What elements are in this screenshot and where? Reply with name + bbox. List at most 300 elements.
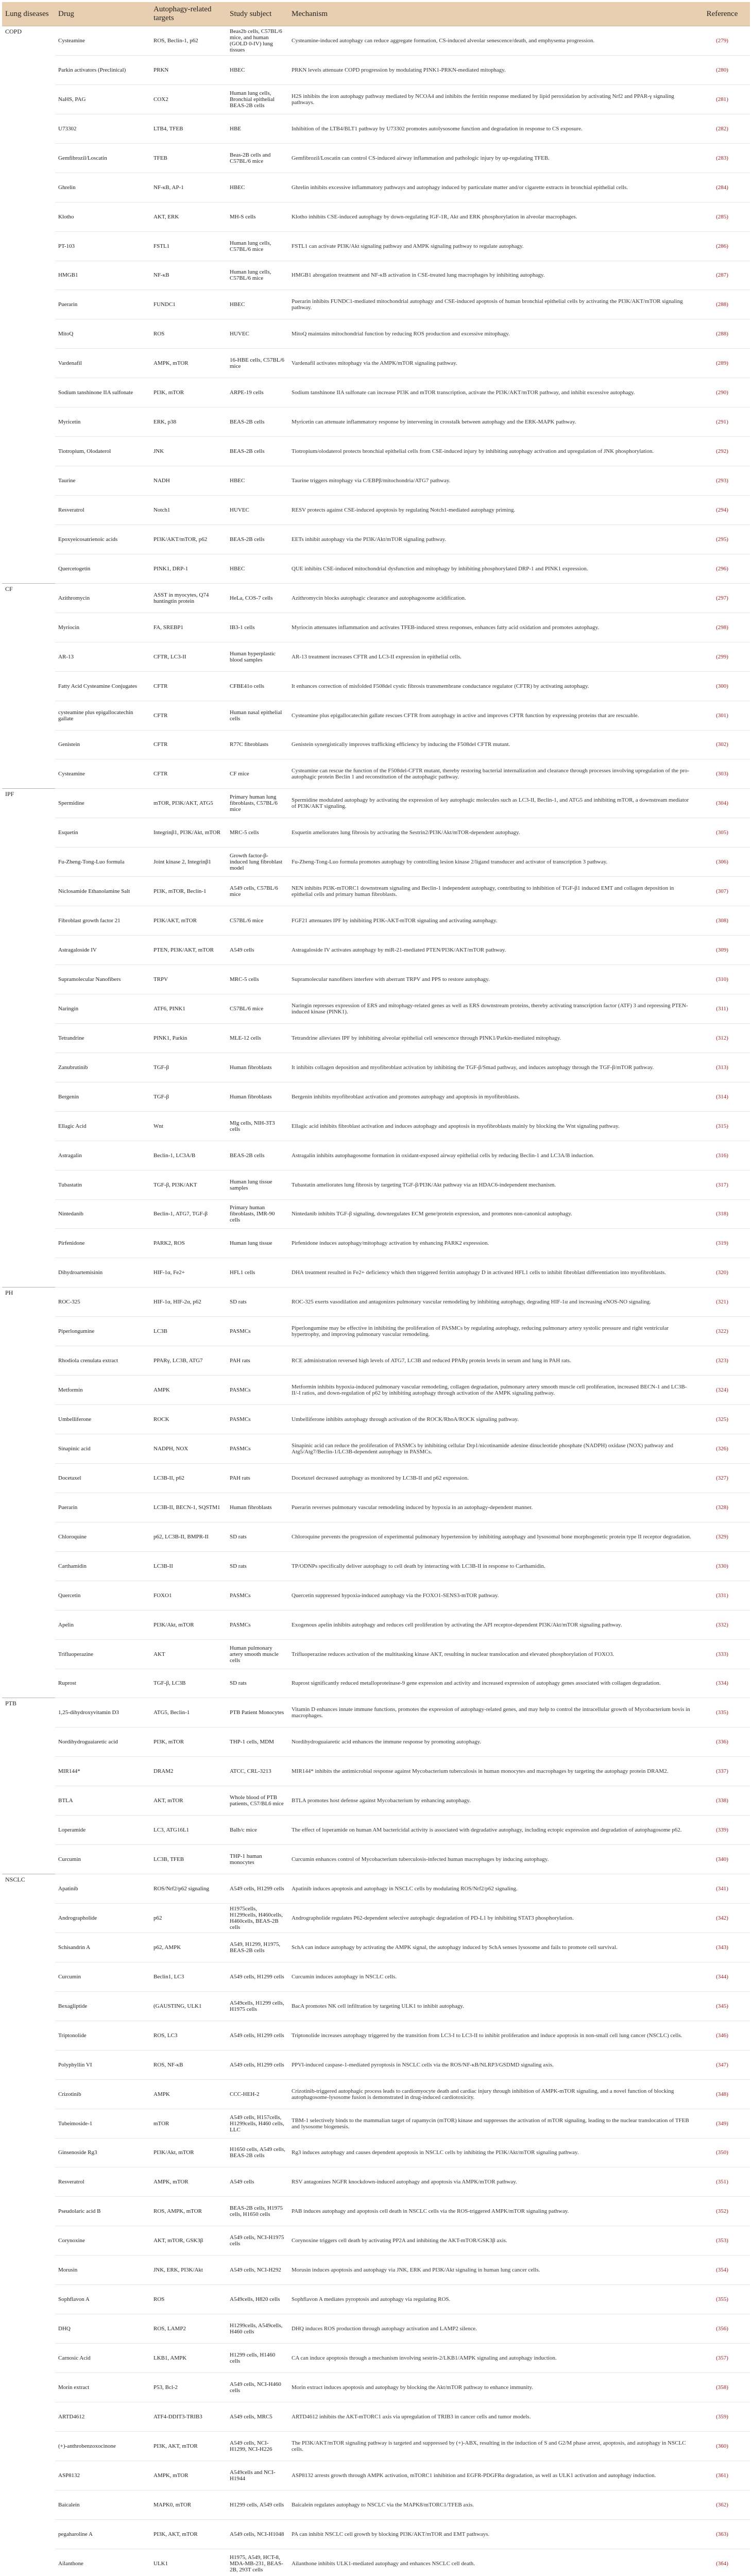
target-cell: FOXO1 bbox=[150, 1581, 227, 1610]
reference-cell: (301) bbox=[694, 701, 750, 730]
target-cell: NADPH, NOX bbox=[150, 1434, 227, 1464]
table-row bbox=[2, 1727, 750, 1757]
mechanism-cell: Chloroquine prevents the progression of experimental pulmonary hypertension by inhibiting autophagy and lysosomal bone morphogenetic protein type II receptor degradation. bbox=[288, 1522, 694, 1551]
target-cell: PI3K/Akt, mTOR bbox=[150, 2138, 227, 2167]
mechanism-cell: Puerarin reverses pulmonary vascular remodeling induced by hypoxia in an autophagy-dependent manner. bbox=[288, 1493, 694, 1522]
table-row bbox=[2, 1082, 750, 1111]
mechanism-cell: Apatinib induces apoptosis and autophagy in NSCLC cells by modulating ROS/Nrf2/p62 signaling. bbox=[288, 1874, 694, 1904]
table-row bbox=[2, 2461, 750, 2490]
mechanism-cell: Quercetin suppressed hypoxia-induced autophagy via the FOXO1-SENS3-mTOR pathway. bbox=[288, 1581, 694, 1610]
mechanism-cell: It inhibits collagen deposition and myofibroblast activation by inhibiting the TGF-β/Smad pathway, and induces autophagy through the TGF-β/mTOR pathway. bbox=[288, 1053, 694, 1082]
mechanism-cell: Ailanthone inhibits ULK1-mediated autophagy and enhances NSCLC cell death. bbox=[288, 2549, 694, 2576]
study-subject-cell: MRC-5 cells bbox=[227, 965, 288, 994]
study-subject-cell: A549 cells, H1299 cells bbox=[227, 2050, 288, 2079]
drug-cell: Sophflavon A bbox=[55, 2285, 150, 2314]
mechanism-cell: Myricetin can attenuate inflammatory response by intervening in crosstalk between autophagy and the ERK-MAPK pathway. bbox=[288, 408, 694, 437]
study-subject-cell: C57BL/6 mice bbox=[227, 994, 288, 1023]
table-row bbox=[2, 143, 750, 173]
mechanism-cell: Supramolecular nanofibers interfere with aberrant TRPV and PPS to restore autophagy. bbox=[288, 965, 694, 994]
reference-cell: (308) bbox=[694, 906, 750, 936]
reference-cell: (296) bbox=[694, 554, 750, 583]
table-row bbox=[2, 730, 750, 759]
study-subject-cell: 16-HBE cells, C57BL/6 mice bbox=[227, 349, 288, 378]
table-body bbox=[2, 26, 750, 2576]
target-cell: Joint kinase 2, Integrinβ1 bbox=[150, 848, 227, 877]
study-subject-cell: PASMCs bbox=[227, 1610, 288, 1639]
mechanism-cell: Morin extract induces apoptosis and autophagy by blocking the Akt/mTOR pathway to enhance immunity. bbox=[288, 2373, 694, 2402]
mechanism-cell: Sophflavon A mediates pyroptosis and autophagy via regulating ROS. bbox=[288, 2285, 694, 2314]
reference-cell: (319) bbox=[694, 1229, 750, 1258]
target-cell: AMPK, mTOR bbox=[150, 349, 227, 378]
study-subject-cell: BEAS-2B cells bbox=[227, 437, 288, 466]
mechanism-cell: Umbelliferone inhibits autophagy through activation of the ROCK/RhoA/ROCK signaling pathway. bbox=[288, 1405, 694, 1434]
mechanism-cell: Piperlongumine may be effective in inhibiting the proliferation of PASMCs by regulating autophagy, reducing pulmonary artery systolic pressure and right ventricular hypertrophy, and improving pulmonary vascular remodeling. bbox=[288, 1317, 694, 1346]
reference-cell: (338) bbox=[694, 1786, 750, 1816]
target-cell: PI3K/Akt, mTOR bbox=[150, 1610, 227, 1639]
reference-cell: (329) bbox=[694, 1522, 750, 1551]
table-row bbox=[2, 1229, 750, 1258]
table-row bbox=[2, 524, 750, 554]
reference-cell: (315) bbox=[694, 1111, 750, 1141]
mechanism-cell: CA can induce apoptosis through a mechanism involving sestrin-2/LKB1/AMPK signaling and autophagy induction. bbox=[288, 2344, 694, 2373]
study-subject-cell: BEAS-2B cells bbox=[227, 1141, 288, 1170]
reference-cell: (317) bbox=[694, 1170, 750, 1199]
header-mechanism: Mechanism bbox=[288, 2, 694, 26]
mechanism-cell: Cysteamine can rescue the function of the F508del-CFTR mutant, thereby restoring bacterial internalization and clearance through processes involving upregulation of the pro-autophagic protein Beclin 1 and reconstitution of the autophagic pathway. bbox=[288, 759, 694, 789]
drug-cell: HMGB1 bbox=[55, 261, 150, 290]
study-subject-cell: HUVEC bbox=[227, 496, 288, 525]
reference-cell: (353) bbox=[694, 2226, 750, 2256]
drug-cell: Naringin bbox=[55, 994, 150, 1023]
drug-cell: Dihydroartemisinin bbox=[55, 1258, 150, 1287]
mechanism-cell: PA can inhibit NSCLC cell growth by blocking PI3K/AKT/mTOR and EMT pathways. bbox=[288, 2519, 694, 2549]
table-row bbox=[2, 2402, 750, 2431]
table-row bbox=[2, 2079, 750, 2109]
study-subject-cell: R77C fibroblasts bbox=[227, 730, 288, 759]
table-row bbox=[2, 378, 750, 408]
reference-cell: (340) bbox=[694, 1845, 750, 1874]
target-cell: CFTR bbox=[150, 759, 227, 789]
mechanism-cell: Myriocin attenuates inflammation and activates TFEB-induced stress responses, enhances fatty acid oxidation and promotes autophagy. bbox=[288, 613, 694, 642]
drug-cell: Astragaloside IV bbox=[55, 936, 150, 965]
table-row bbox=[2, 1376, 750, 1405]
target-cell: CFTR bbox=[150, 671, 227, 701]
table-row bbox=[2, 818, 750, 848]
study-subject-cell: HBEC bbox=[227, 55, 288, 84]
reference-cell: (326) bbox=[694, 1434, 750, 1464]
mechanism-cell: Crizotinib-triggered autophagic process leads to cardiomyocyte death and cardiac injury through inhibition of AMPK-mTOR signaling, and a novel function of blocking autophagosome-lysosome fusion is demonstrated in drug-induced cardiotoxicity. bbox=[288, 2079, 694, 2109]
study-subject-cell: HBEC bbox=[227, 554, 288, 583]
study-subject-cell: HBE bbox=[227, 114, 288, 143]
target-cell: ROS, AMPK, mTOR bbox=[150, 2197, 227, 2226]
drug-cell: cysteamine plus epigallocatechin gallate bbox=[55, 701, 150, 730]
table-row bbox=[2, 349, 750, 378]
table-row bbox=[2, 1141, 750, 1170]
disease-cell: IPF bbox=[2, 789, 55, 1287]
mechanism-cell: PAB induces autophagy and apoptosis cell death in NSCLC cells via the ROS-triggered AMPK/mTOR signaling pathway. bbox=[288, 2197, 694, 2226]
table-row bbox=[2, 994, 750, 1023]
drug-cell: Andrographolide bbox=[55, 1904, 150, 1933]
reference-cell: (359) bbox=[694, 2402, 750, 2431]
table-row bbox=[2, 261, 750, 290]
table-row bbox=[2, 1874, 750, 1904]
reference-cell: (356) bbox=[694, 2314, 750, 2344]
reference-cell: (350) bbox=[694, 2138, 750, 2167]
reference-cell: (344) bbox=[694, 1962, 750, 1991]
mechanism-cell: The effect of loperamide on human AM bactericidal activity is associated with degradative autophagy, including ectopic expression and degradation of autophagosome p62. bbox=[288, 1816, 694, 1845]
study-subject-cell: A549 cells, H1299 cells bbox=[227, 2021, 288, 2050]
reference-cell: (357) bbox=[694, 2344, 750, 2373]
reference-cell: (364) bbox=[694, 2549, 750, 2576]
study-subject-cell: Human lung cells, C57BL/6 mice bbox=[227, 231, 288, 261]
table-row bbox=[2, 965, 750, 994]
reference-cell: (303) bbox=[694, 759, 750, 789]
drug-cell: Spermidine bbox=[55, 789, 150, 818]
target-cell: PI3K, mTOR, Beclin-1 bbox=[150, 877, 227, 906]
target-cell: ATF4-DDIT3-TRIB3 bbox=[150, 2402, 227, 2431]
study-subject-cell: Human lung tissue bbox=[227, 1229, 288, 1258]
table-row bbox=[2, 2519, 750, 2549]
table-row bbox=[2, 2138, 750, 2167]
table-row bbox=[2, 1581, 750, 1610]
drug-cell: Quercetogetin bbox=[55, 554, 150, 583]
table-row bbox=[2, 202, 750, 231]
table-row bbox=[2, 2344, 750, 2373]
drug-cell: Curcumin bbox=[55, 1845, 150, 1874]
reference-cell: (355) bbox=[694, 2285, 750, 2314]
drug-cell: Cysteamine bbox=[55, 759, 150, 789]
target-cell: mTOR bbox=[150, 2109, 227, 2138]
study-subject-cell: A549 cells, H157cells, H1299cells, H460 cells, LLC bbox=[227, 2109, 288, 2138]
reference-cell: (324) bbox=[694, 1376, 750, 1405]
table-row bbox=[2, 496, 750, 525]
mechanism-cell: Andrographolide regulates P62-dependent selective autophagic degradation of PD-L1 by inhibiting STAT3 phosphorylation. bbox=[288, 1904, 694, 1933]
study-subject-cell: Growth factor-β-induced lung fibroblast model bbox=[227, 848, 288, 877]
study-subject-cell: A549cells, H820 cells bbox=[227, 2285, 288, 2314]
target-cell: CFTR bbox=[150, 701, 227, 730]
table-row bbox=[2, 2167, 750, 2197]
mechanism-cell: QUE inhibits CSE-induced mitochondrial dysfunction and mitophagy by inhibiting phosphorylated DRP-1 and PINK1 expression. bbox=[288, 554, 694, 583]
reference-cell: (354) bbox=[694, 2256, 750, 2285]
table-row bbox=[2, 114, 750, 143]
drug-cell: U73302 bbox=[55, 114, 150, 143]
disease-cell: NSCLC bbox=[2, 1874, 55, 2576]
target-cell: Notch1 bbox=[150, 496, 227, 525]
table-row bbox=[2, 2109, 750, 2138]
drug-cell: Supramolecular Nanofibers bbox=[55, 965, 150, 994]
table-row bbox=[2, 1991, 750, 2021]
mechanism-cell: TBM-1 selectively binds to the mammalian target of rapamycin (mTOR) kinase and suppresses the activation of mTOR signaling, leading to the nuclear translocation of TFEB and lysosome biogenesis. bbox=[288, 2109, 694, 2138]
reference-cell: (363) bbox=[694, 2519, 750, 2549]
target-cell: p62, AMPK bbox=[150, 1933, 227, 1962]
reference-cell: (290) bbox=[694, 378, 750, 408]
reference-cell: (292) bbox=[694, 437, 750, 466]
study-subject-cell: Primary human fibroblasts, IMR-90 cells bbox=[227, 1199, 288, 1229]
drug-cell: Ailanthone bbox=[55, 2549, 150, 2576]
drug-cell: Resveratrol bbox=[55, 496, 150, 525]
disease-cell: PTB bbox=[2, 1698, 55, 1874]
target-cell: Wnt bbox=[150, 1111, 227, 1141]
reference-cell: (325) bbox=[694, 1405, 750, 1434]
header-reference: Reference bbox=[694, 2, 750, 26]
drug-cell: Docetaxel bbox=[55, 1463, 150, 1493]
drug-cell: Esquetin bbox=[55, 818, 150, 848]
target-cell: NF-κB, AP-1 bbox=[150, 173, 227, 202]
drug-cell: Vardenafil bbox=[55, 349, 150, 378]
table-row bbox=[2, 1317, 750, 1346]
table-row bbox=[2, 26, 750, 56]
drug-cell: Umbelliferone bbox=[55, 1405, 150, 1434]
drug-cell: Triptonolide bbox=[55, 2021, 150, 2050]
study-subject-cell: Human nasal epithelial cells bbox=[227, 701, 288, 730]
study-subject-cell: CFBE41o cells bbox=[227, 671, 288, 701]
study-subject-cell: H1975, A549, HCT-8, MDA-MB-231, BEAS-2B, 293T cells bbox=[227, 2549, 288, 2576]
reference-cell: (323) bbox=[694, 1346, 750, 1376]
reference-cell: (306) bbox=[694, 848, 750, 877]
study-subject-cell: PTB Patient Monocytes bbox=[227, 1698, 288, 1727]
reference-cell: (351) bbox=[694, 2167, 750, 2197]
reference-cell: (334) bbox=[694, 1669, 750, 1698]
drug-cell: DHQ bbox=[55, 2314, 150, 2344]
table-row bbox=[2, 1405, 750, 1434]
target-cell: LC3B-II, p62 bbox=[150, 1463, 227, 1493]
reference-cell: (316) bbox=[694, 1141, 750, 1170]
header-autophagy-targets: Autophagy-related targets bbox=[150, 2, 227, 26]
target-cell: ASST in myocytes, Q74 huntingtin protein bbox=[150, 583, 227, 613]
mechanism-cell: Metformin inhibits hypoxia-induced pulmonary vascular remodeling, collagen degradation, pulmonary artery smooth muscle cell proliferation, increased BECN-1 and LC3B-II/-I ratios, and down-regulation of p62 by inhibiting autophagy through activation of the AMPK signaling pathway. bbox=[288, 1376, 694, 1405]
study-subject-cell: ATCC, CRL-3213 bbox=[227, 1757, 288, 1786]
mechanism-cell: DHA treatment resulted in Fe2+ deficiency which then triggered ferritin autophagy D in activated HFL1 cells to inhibit fibroblast differentiation into myofibroblasts. bbox=[288, 1258, 694, 1287]
target-cell: FA, SREBP1 bbox=[150, 613, 227, 642]
reference-cell: (349) bbox=[694, 2109, 750, 2138]
table-row bbox=[2, 906, 750, 936]
mechanism-cell: FSTL1 can activate PI3K/Akt signaling pathway and AMPK signaling pathway to regulate autophagy. bbox=[288, 231, 694, 261]
mechanism-cell: PRKN levels attenuate COPD progression by modulating PINK1-PRKN-mediated mitophagy. bbox=[288, 55, 694, 84]
mechanism-cell: FGF21 attenuates IPF by inhibiting PI3K-AKT-mTOR signaling and activating autophagy. bbox=[288, 906, 694, 936]
target-cell: AKT, ERK bbox=[150, 202, 227, 231]
mechanism-cell: BacA promotes NK cell infiltration by targeting ULK1 to inhibit autophagy. bbox=[288, 1991, 694, 2021]
study-subject-cell: Human hyperplastic blood samples bbox=[227, 642, 288, 671]
mechanism-cell: AR-13 treatment increases CFTR and LC3-II expression in epithelial cells. bbox=[288, 642, 694, 671]
reference-cell: (335) bbox=[694, 1698, 750, 1727]
target-cell: ROS bbox=[150, 319, 227, 349]
study-subject-cell: A549 cells, H1299 cells bbox=[227, 1962, 288, 1991]
study-subject-cell: Human lung cells, Bronchial epithelial BEAS-2B cells bbox=[227, 84, 288, 114]
drug-cell: Nintedanib bbox=[55, 1199, 150, 1229]
mechanism-cell: Gemfibrozil/Loscatin can control CS-induced airway inflammation and pathologic injury by up-regulating TFEB. bbox=[288, 143, 694, 173]
reference-cell: (305) bbox=[694, 818, 750, 848]
drug-cell: ARTD4612 bbox=[55, 2402, 150, 2431]
reference-cell: (297) bbox=[694, 583, 750, 613]
reference-cell: (293) bbox=[694, 466, 750, 496]
table-row bbox=[2, 1639, 750, 1669]
mechanism-cell: MIR144* inhibits the antimicrobial response against Mycobacterium tuberculosis in human monocytes and macrophages by targeting the autophagy protein DRAM2. bbox=[288, 1757, 694, 1786]
target-cell: FSTL1 bbox=[150, 231, 227, 261]
study-subject-cell: A549 cells, NCI-H1048 bbox=[227, 2519, 288, 2549]
target-cell: AKT, mTOR, GSK3β bbox=[150, 2226, 227, 2256]
drug-cell: Trifluoperazine bbox=[55, 1639, 150, 1669]
drug-cell: Bexagliptide bbox=[55, 1991, 150, 2021]
reference-cell: (299) bbox=[694, 642, 750, 671]
reference-cell: (286) bbox=[694, 231, 750, 261]
drug-cell: Ghrelin bbox=[55, 173, 150, 202]
mechanism-cell: Nordihydroguaiaretic acid enhances the immune response by promoting autophagy. bbox=[288, 1727, 694, 1757]
target-cell: TFEB bbox=[150, 143, 227, 173]
table-row bbox=[2, 84, 750, 114]
reference-cell: (289) bbox=[694, 349, 750, 378]
drug-cell: Cysteamine bbox=[55, 26, 150, 56]
reference-cell: (280) bbox=[694, 55, 750, 84]
target-cell: JNK bbox=[150, 437, 227, 466]
table-row bbox=[2, 1962, 750, 1991]
study-subject-cell: A549cells and NCI-H1944 bbox=[227, 2461, 288, 2490]
target-cell: LKB1, AMPK bbox=[150, 2344, 227, 2373]
mechanism-cell: ROC-325 exerts vasodilation and antagonizes pulmonary vascular remodeling by inhibiting autophagy, degrading HIF-1α and increasing eNOS-NO signaling. bbox=[288, 1287, 694, 1317]
reference-cell: (352) bbox=[694, 2197, 750, 2226]
reference-cell: (279) bbox=[694, 26, 750, 56]
reference-cell: (282) bbox=[694, 114, 750, 143]
drug-cell: Ruprost bbox=[55, 1669, 150, 1698]
drug-cell: Sodium tanshinone IIA sulfonate bbox=[55, 378, 150, 408]
target-cell: PI3K, mTOR bbox=[150, 378, 227, 408]
drug-cell: Tubastatin bbox=[55, 1170, 150, 1199]
drug-cell: (+)-anthrobenzoxocinone bbox=[55, 2431, 150, 2461]
mechanism-cell: Inhibition of the LTB4/BLT1 pathway by U73302 promotes autolysosome function and degradation in response to CS exposure. bbox=[288, 114, 694, 143]
mechanism-cell: Astragaloside IV activates autophagy by miR-21-mediated PTEN/PI3K/AKT/mTOR pathway. bbox=[288, 936, 694, 965]
drug-cell: Ginsenoside Rg3 bbox=[55, 2138, 150, 2167]
table-row bbox=[2, 671, 750, 701]
table-row bbox=[2, 1669, 750, 1698]
target-cell: Beclin1, LC3 bbox=[150, 1962, 227, 1991]
study-subject-cell: H1299 cells, A549 cells bbox=[227, 2490, 288, 2519]
study-subject-cell: MLE-12 cells bbox=[227, 1023, 288, 1053]
target-cell: mTOR, PI3K/AKT, ATG5 bbox=[150, 789, 227, 818]
mechanism-cell: Tubastatin ameliorates lung fibrosis by targeting TGF-β/PI3K/Akt pathway via an HDAC6-independent mechanism. bbox=[288, 1170, 694, 1199]
table-row bbox=[2, 231, 750, 261]
reference-cell: (360) bbox=[694, 2431, 750, 2461]
target-cell: HIF-1α, HIF-2α, p62 bbox=[150, 1287, 227, 1317]
target-cell: AKT bbox=[150, 1639, 227, 1669]
table-row bbox=[2, 2285, 750, 2314]
table-row bbox=[2, 2197, 750, 2226]
study-subject-cell: A549 cells bbox=[227, 936, 288, 965]
study-subject-cell: Balb/c mice bbox=[227, 1816, 288, 1845]
study-subject-cell: BEAS-2B cells bbox=[227, 524, 288, 554]
target-cell: ROCK bbox=[150, 1405, 227, 1434]
mechanism-cell: NEN inhibits PI3K-mTORC1 downstream signaling and Beclin-1 independent autophagy, contributing to inhibition of TGF-β1 induced EMT and collagen deposition in epithelial cells and primary human fibroblasts. bbox=[288, 877, 694, 906]
mechanism-cell: Tiotropium/olodaterol protects bronchial epithelial cells from CSE-induced injury by inhibiting autophagy activation and upregulation of JNK phosphorylation. bbox=[288, 437, 694, 466]
reference-cell: (346) bbox=[694, 2021, 750, 2050]
drug-cell: Fu-Zheng-Tong-Luo formula bbox=[55, 848, 150, 877]
drug-cell: Ellagic Acid bbox=[55, 1111, 150, 1141]
drug-cell: ROC-325 bbox=[55, 1287, 150, 1317]
drug-cell: Pirfenidone bbox=[55, 1229, 150, 1258]
drug-cell: Parkin activators (Preclinical) bbox=[55, 55, 150, 84]
study-subject-cell: SD rats bbox=[227, 1551, 288, 1581]
drug-cell: Myricetin bbox=[55, 408, 150, 437]
drug-cell: Corynoxine bbox=[55, 2226, 150, 2256]
drug-cell: Fibroblast growth factor 21 bbox=[55, 906, 150, 936]
table-row bbox=[2, 2373, 750, 2402]
drug-cell: Carthamidin bbox=[55, 1551, 150, 1581]
mechanism-cell: Azithromycin blocks autophagic clearance and autophagosome acidification. bbox=[288, 583, 694, 613]
study-subject-cell: A549cells, H1299 cells, H1975 cells bbox=[227, 1991, 288, 2021]
drug-cell: Schisandrin A bbox=[55, 1933, 150, 1962]
mechanism-cell: TP/ODNPs specifically deliver autophagy to cell death by interacting with LC3B-II in response to Carthamidin. bbox=[288, 1551, 694, 1581]
study-subject-cell: H1299cells, A549cells, H460 cells bbox=[227, 2314, 288, 2344]
target-cell: ROS, LC3 bbox=[150, 2021, 227, 2050]
study-subject-cell: Human fibroblasts bbox=[227, 1053, 288, 1082]
study-subject-cell: MRC-5 cells bbox=[227, 818, 288, 848]
study-subject-cell: Primary human lung fibroblasts, C57BL/6 mice bbox=[227, 789, 288, 818]
study-subject-cell: HUVEC bbox=[227, 319, 288, 349]
target-cell: JNK, ERK, PI3K/Akt bbox=[150, 2256, 227, 2285]
study-subject-cell: THP-1 human monocytes bbox=[227, 1845, 288, 1874]
reference-cell: (313) bbox=[694, 1053, 750, 1082]
study-subject-cell: MH-S cells bbox=[227, 202, 288, 231]
mechanism-cell: Genistein synergistically improves trafficking efficiency by inducing the F508del CFTR mutant. bbox=[288, 730, 694, 759]
table-row bbox=[2, 936, 750, 965]
mechanism-cell: Naringin represses expression of ERS and mitophagy-related genes as well as ERS downstream proteins, thereby activating transcription factor (ATF) 3 and repressing PTEN-induced kinase (PINK1). bbox=[288, 994, 694, 1023]
table-row bbox=[2, 1522, 750, 1551]
drug-cell: Morin extract bbox=[55, 2373, 150, 2402]
reference-cell: (348) bbox=[694, 2079, 750, 2109]
drug-cell: Myriocin bbox=[55, 613, 150, 642]
mechanism-cell: Esquetin ameliorates lung fibrosis by activating the Sestrin2/PI3K/Akt/mTOR-dependent autophagy. bbox=[288, 818, 694, 848]
study-subject-cell: A549, H1299, H1975, BEAS-2B cells bbox=[227, 1933, 288, 1962]
mechanism-cell: Sinapinic acid can reduce the proliferation of PASMCs by inhibiting cellular Drp1/nicotinamide adenine dinucleotide phosphate (NADPH) oxidase (NOX) pathway and Atg5/Atg7/Beclin-1/LC3B-dependent autophagy in PASMCs. bbox=[288, 1434, 694, 1464]
drug-autophagy-table bbox=[2, 2, 750, 2576]
reference-cell: (345) bbox=[694, 1991, 750, 2021]
table-row bbox=[2, 319, 750, 349]
reference-cell: (341) bbox=[694, 1874, 750, 1904]
target-cell: ROS, LAMP2 bbox=[150, 2314, 227, 2344]
reference-cell: (320) bbox=[694, 1258, 750, 1287]
target-cell: ATG5, Beclin-1 bbox=[150, 1698, 227, 1727]
target-cell: ROS/Nrf2/p62 signaling bbox=[150, 1874, 227, 1904]
table-row bbox=[2, 466, 750, 496]
reference-cell: (294) bbox=[694, 496, 750, 525]
target-cell: FUNDC1 bbox=[150, 290, 227, 319]
reference-cell: (284) bbox=[694, 173, 750, 202]
table-row bbox=[2, 1053, 750, 1082]
study-subject-cell: Human pulmonary artery smooth muscle cells bbox=[227, 1639, 288, 1669]
table-row bbox=[2, 759, 750, 789]
target-cell: ROS bbox=[150, 2285, 227, 2314]
target-cell: NADH bbox=[150, 466, 227, 496]
drug-cell: pegaharoline A bbox=[55, 2519, 150, 2549]
drug-cell: ASP8132 bbox=[55, 2461, 150, 2490]
study-subject-cell: IB3-1 cells bbox=[227, 613, 288, 642]
mechanism-cell: ASP8132 arrests growth through AMPK activation, mTORC1 inhibition and EGFR-PDGFRα degradation, as well as ULK1 activation and autophagy induction. bbox=[288, 2461, 694, 2490]
target-cell: NF-κB bbox=[150, 261, 227, 290]
drug-cell: Klotho bbox=[55, 202, 150, 231]
target-cell: AKT, mTOR bbox=[150, 1786, 227, 1816]
target-cell: TGF-β, PI3K/AKT bbox=[150, 1170, 227, 1199]
table-row bbox=[2, 554, 750, 583]
table-row bbox=[2, 1199, 750, 1229]
mechanism-cell: Corynoxine triggers cell death by activating PP2A and inhibiting the AKT-mTOR/GSK3β axis. bbox=[288, 2226, 694, 2256]
study-subject-cell: A549 cells, NCI-H460 cells bbox=[227, 2373, 288, 2402]
study-subject-cell: Human lung tissue samples bbox=[227, 1170, 288, 1199]
target-cell: CFTR bbox=[150, 730, 227, 759]
study-subject-cell: HFL1 cells bbox=[227, 1258, 288, 1287]
target-cell: TGF-β bbox=[150, 1082, 227, 1111]
reference-cell: (330) bbox=[694, 1551, 750, 1581]
mechanism-cell: HMGB1 abrogation treatment and NF-κB activation in CSE-treated lung macrophages by inhibiting autophagy. bbox=[288, 261, 694, 290]
table-row bbox=[2, 1757, 750, 1786]
target-cell: AMPK, mTOR bbox=[150, 2461, 227, 2490]
